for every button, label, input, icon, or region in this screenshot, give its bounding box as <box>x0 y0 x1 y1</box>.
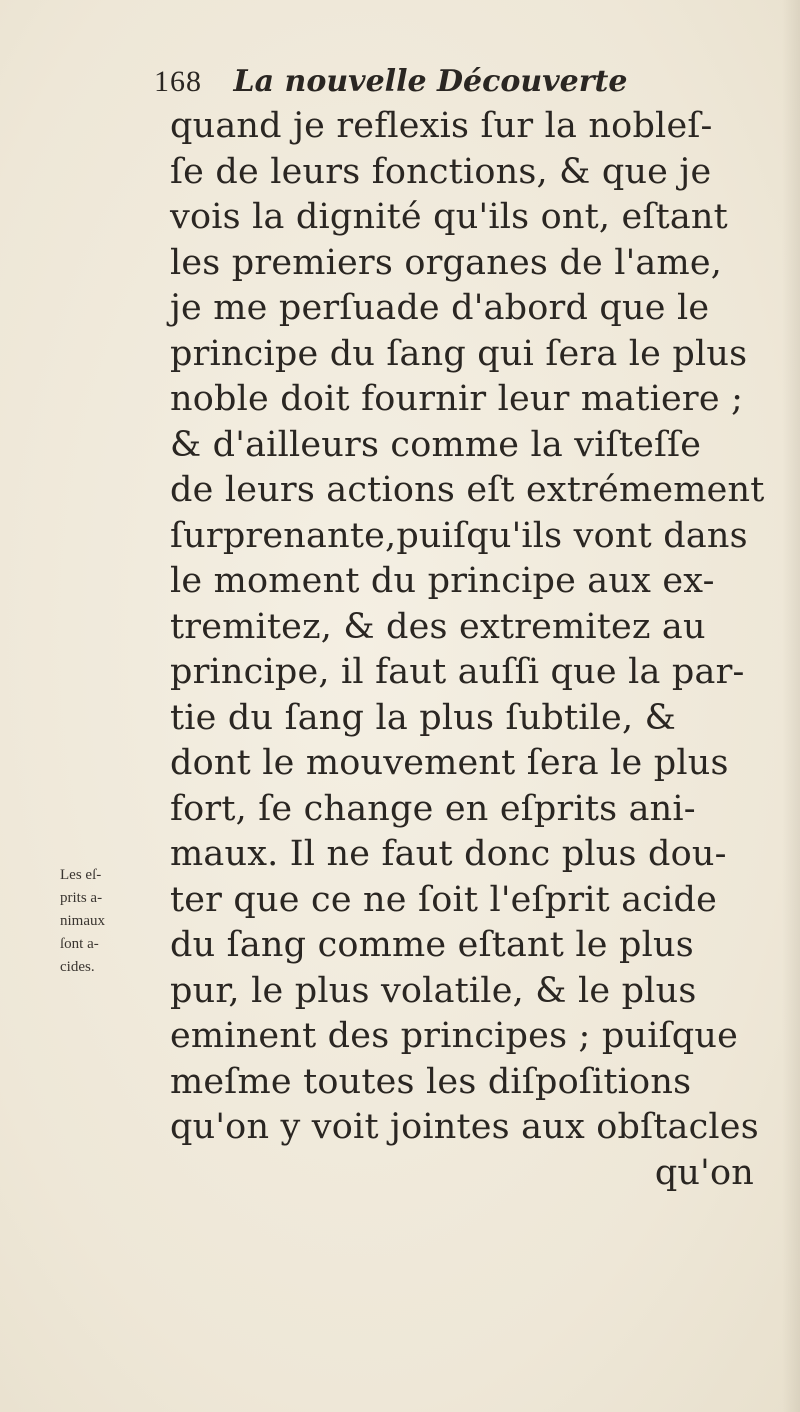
text-line: & d'ailleurs comme la viſteſſe <box>170 424 702 465</box>
text-line: qu'on y voit jointes aux obſtacles <box>170 1107 759 1147</box>
text-line: du ſang comme eſtant le plus <box>170 925 694 965</box>
text-line: ſe de leurs fonctions, & que je <box>170 151 712 192</box>
text-line: meſme toutes les diſpoſitions <box>170 1061 692 1102</box>
margin-note-line: ſont a- <box>60 936 99 952</box>
margin-note-line: Les eſ- <box>60 867 102 883</box>
text-line: ſurprenante,puiſqu'ils vont dans <box>170 515 748 556</box>
text-line: quand je reflexis ſur la nobleſ- <box>170 106 713 146</box>
margin-note-line: nimaux <box>60 913 105 929</box>
text-line: tremitez, & des extremitez au <box>170 606 706 647</box>
running-head-title: La nouvelle Découverte <box>233 64 628 99</box>
text-line: tie du ſang la plus ſubtile, & <box>170 697 676 738</box>
text-line: fort, ſe change en eſprits ani- <box>170 788 696 829</box>
margin-note-line: prits a- <box>60 890 103 906</box>
text-line: maux. Il ne faut donc plus dou- <box>170 834 727 874</box>
text-line: je me perſuade d'abord que le <box>170 288 710 328</box>
page-number: 168 <box>154 65 202 98</box>
margin-note <box>60 864 170 979</box>
text-line: de leurs actions eſt extrémement <box>170 470 765 510</box>
text-line: les premiers organes de l'ame, <box>170 242 723 283</box>
text-line: le moment du principe aux ex- <box>170 561 715 601</box>
body-text <box>170 104 790 1196</box>
text-line: pur, le plus volatile, & le plus <box>170 970 697 1011</box>
text-line: principe du ſang qui ſera le plus <box>170 333 748 374</box>
text-line: vois la dignité qu'ils ont, eſtant <box>170 197 728 237</box>
text-line: eminent des principes ; puiſque <box>170 1016 739 1056</box>
margin-note-line: cides. <box>60 959 95 975</box>
text-line: dont le mouvement ſera le plus <box>170 743 729 783</box>
text-line: noble doit fournir leur matiere ; <box>170 379 744 419</box>
catchword: qu'on <box>654 1152 754 1193</box>
text-line: ter que ce ne ſoit l'eſprit acide <box>170 879 718 920</box>
running-head <box>154 60 714 104</box>
text-line: principe, il faut auſſi que la par- <box>170 652 745 692</box>
